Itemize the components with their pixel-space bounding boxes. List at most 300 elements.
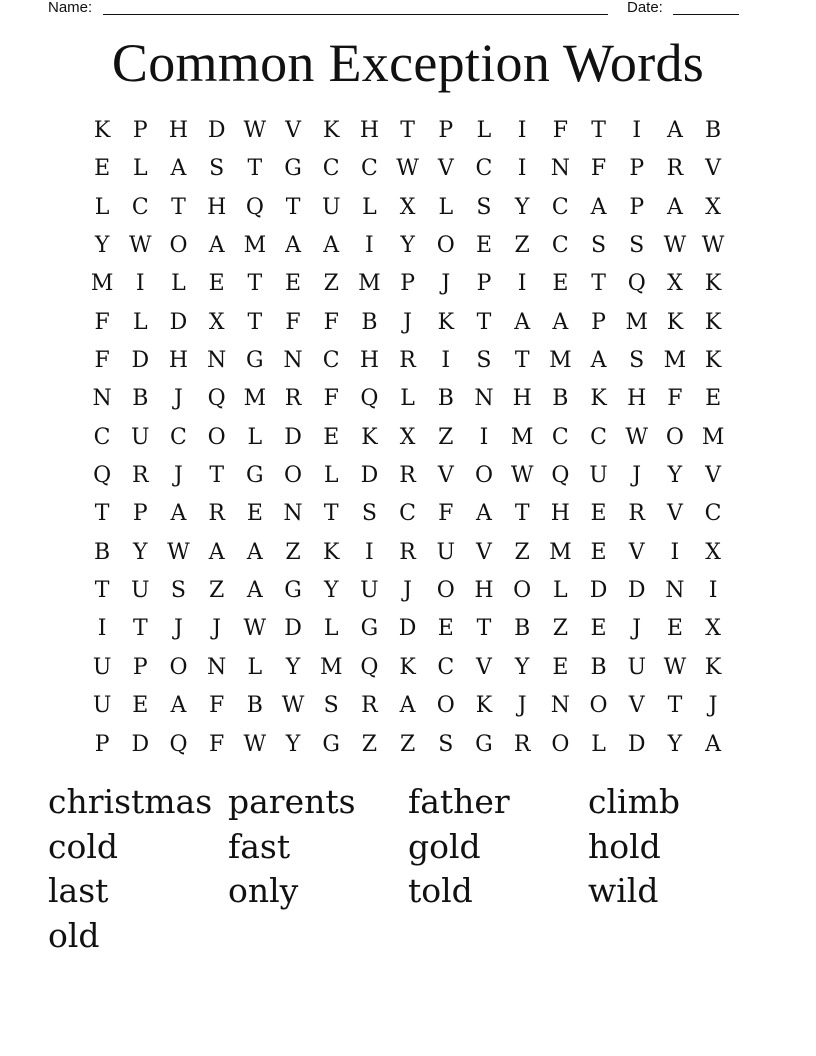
grid-cell[interactable]: J: [632, 616, 642, 642]
grid-cell[interactable]: U: [92, 693, 112, 719]
date-blank-line[interactable]: [673, 14, 739, 15]
grid-cell[interactable]: N: [474, 386, 494, 412]
grid-cell[interactable]: A: [323, 233, 340, 259]
grid-cell[interactable]: Y: [323, 578, 339, 604]
grid-cell[interactable]: Y: [514, 654, 530, 680]
grid-cell[interactable]: C: [590, 424, 607, 450]
grid-cell[interactable]: X: [399, 194, 416, 220]
grid-cell[interactable]: E: [552, 271, 569, 297]
grid-cell[interactable]: S: [438, 731, 454, 757]
grid-cell[interactable]: O: [474, 463, 493, 489]
grid-cell[interactable]: G: [284, 578, 302, 604]
grid-cell[interactable]: J: [403, 578, 412, 604]
grid-cell[interactable]: C: [322, 156, 340, 182]
grid-cell[interactable]: A: [666, 194, 683, 220]
grid-cell[interactable]: I: [670, 539, 680, 565]
grid-cell[interactable]: U: [131, 578, 150, 604]
grid-cell[interactable]: P: [132, 654, 148, 680]
grid-cell[interactable]: L: [323, 463, 339, 489]
grid-cell[interactable]: U: [589, 463, 608, 489]
grid-cell[interactable]: G: [246, 348, 264, 374]
grid-cell[interactable]: T: [94, 578, 110, 604]
grid-cell[interactable]: M: [701, 424, 725, 450]
grid-cell[interactable]: S: [323, 693, 339, 719]
grid-cell[interactable]: K: [704, 271, 722, 297]
grid-cell[interactable]: A: [590, 194, 607, 220]
grid-cell[interactable]: W: [128, 233, 152, 259]
grid-cell[interactable]: Q: [207, 386, 226, 412]
grid-cell[interactable]: A: [208, 233, 225, 259]
grid-cell[interactable]: S: [476, 348, 492, 374]
grid-cell[interactable]: D: [360, 463, 379, 489]
grid-cell[interactable]: L: [132, 309, 148, 335]
grid-cell[interactable]: W: [625, 424, 649, 450]
grid-cell[interactable]: V: [285, 118, 301, 143]
grid-cell[interactable]: A: [285, 233, 301, 259]
grid-cell[interactable]: I: [708, 578, 718, 604]
grid-cell[interactable]: K: [399, 654, 416, 680]
grid-cell[interactable]: B: [132, 386, 149, 412]
grid-cell[interactable]: K: [666, 309, 684, 335]
grid-cell[interactable]: U: [360, 578, 379, 604]
name-blank-line[interactable]: [103, 14, 608, 15]
grid-cell[interactable]: E: [705, 386, 722, 412]
grid-cell[interactable]: H: [207, 194, 227, 220]
grid-cell[interactable]: I: [135, 271, 145, 297]
grid-cell[interactable]: Y: [133, 539, 148, 565]
grid-cell[interactable]: B: [437, 386, 454, 412]
grid-cell[interactable]: S: [590, 233, 607, 259]
grid-cell[interactable]: J: [441, 271, 451, 297]
grid-cell[interactable]: O: [513, 578, 532, 604]
grid-cell[interactable]: F: [209, 731, 225, 757]
grid-cell[interactable]: I: [517, 156, 527, 182]
grid-cell[interactable]: W: [281, 693, 305, 719]
grid-cell[interactable]: H: [512, 386, 532, 412]
grid-cell[interactable]: M: [625, 309, 648, 335]
grid-cell[interactable]: K: [437, 309, 454, 335]
grid-cell[interactable]: K: [590, 386, 607, 412]
grid-cell[interactable]: Z: [209, 578, 225, 604]
grid-cell[interactable]: B: [590, 654, 607, 680]
grid-cell[interactable]: H: [550, 501, 570, 527]
grid-cell[interactable]: I: [97, 616, 107, 642]
grid-cell[interactable]: D: [169, 309, 188, 335]
grid-cell[interactable]: A: [170, 501, 187, 527]
grid-cell[interactable]: H: [168, 348, 189, 374]
grid-cell[interactable]: N: [207, 348, 227, 374]
grid-cell[interactable]: B: [705, 118, 722, 143]
grid-cell[interactable]: U: [92, 654, 112, 680]
grid-cell[interactable]: Y: [285, 731, 301, 757]
grid-cell[interactable]: N: [283, 348, 303, 374]
grid-cell[interactable]: Y: [514, 194, 530, 220]
grid-cell[interactable]: O: [207, 424, 226, 450]
date-label: Date:: [627, 0, 663, 16]
grid-cell[interactable]: M: [243, 386, 267, 412]
grid-cell[interactable]: V: [628, 693, 645, 719]
grid-cell[interactable]: P: [629, 194, 645, 220]
grid-cell[interactable]: E: [246, 501, 263, 527]
grid-cell[interactable]: O: [169, 233, 188, 259]
grid-cell[interactable]: A: [514, 309, 531, 335]
grid-cell[interactable]: N: [550, 156, 570, 182]
grid-cell[interactable]: H: [474, 578, 494, 604]
grid-cell[interactable]: J: [174, 616, 183, 642]
grid-cell[interactable]: J: [212, 616, 222, 642]
word-list-item: old: [48, 916, 100, 956]
grid-cell[interactable]: C: [704, 501, 722, 527]
grid-cell[interactable]: F: [323, 386, 339, 412]
grid-cell[interactable]: T: [591, 271, 606, 297]
grid-cell[interactable]: Z: [514, 233, 530, 259]
grid-cell[interactable]: I: [632, 118, 642, 143]
grid-cell[interactable]: U: [436, 539, 456, 565]
grid-cell[interactable]: I: [479, 424, 489, 450]
name-label: Name:: [48, 0, 93, 16]
grid-cell[interactable]: B: [552, 386, 569, 412]
grid-cell[interactable]: T: [247, 271, 263, 297]
grid-cell[interactable]: G: [322, 731, 340, 757]
word-list-item: wild: [588, 871, 659, 911]
grid-cell[interactable]: B: [514, 616, 531, 642]
grid-cell[interactable]: C: [551, 233, 569, 259]
grid-cell[interactable]: F: [94, 309, 110, 335]
grid-cell[interactable]: J: [708, 693, 718, 719]
grid-cell[interactable]: S: [476, 194, 492, 220]
grid-cell[interactable]: N: [550, 693, 570, 719]
grid-cell[interactable]: L: [132, 156, 148, 182]
grid-cell[interactable]: L: [323, 616, 339, 642]
grid-cell[interactable]: C: [475, 156, 493, 182]
grid-cell[interactable]: R: [131, 463, 149, 489]
grid-cell[interactable]: T: [667, 693, 683, 719]
grid-cell[interactable]: O: [589, 693, 608, 719]
grid-cell[interactable]: F: [285, 309, 301, 335]
grid-cell[interactable]: W: [243, 616, 267, 642]
grid-cell[interactable]: J: [174, 463, 183, 489]
grid-cell[interactable]: I: [365, 539, 374, 565]
grid-cell[interactable]: M: [243, 233, 267, 259]
grid-cell[interactable]: A: [666, 118, 683, 143]
grid-cell[interactable]: R: [513, 731, 531, 757]
grid-cell[interactable]: N: [665, 578, 685, 604]
grid-cell[interactable]: V: [705, 156, 722, 182]
grid-cell[interactable]: A: [170, 156, 187, 182]
grid-cell[interactable]: R: [399, 348, 416, 374]
grid-cell[interactable]: R: [208, 501, 225, 527]
grid-cell[interactable]: P: [476, 271, 492, 297]
grid-cell[interactable]: E: [132, 693, 149, 719]
grid-cell[interactable]: U: [627, 654, 646, 680]
word-list-item: last: [48, 871, 109, 911]
grid-cell[interactable]: V: [705, 463, 722, 489]
grid-cell[interactable]: T: [132, 616, 148, 642]
grid-cell[interactable]: H: [627, 386, 647, 412]
grid-cell[interactable]: M: [549, 539, 572, 565]
grid-cell[interactable]: D: [398, 616, 417, 642]
grid-cell[interactable]: T: [247, 156, 263, 182]
grid-cell[interactable]: T: [591, 118, 606, 143]
grid-cell[interactable]: M: [549, 348, 572, 374]
grid-cell[interactable]: S: [629, 348, 645, 374]
grid-cell[interactable]: P: [438, 118, 454, 143]
grid-cell[interactable]: Y: [667, 463, 683, 489]
grid-cell[interactable]: E: [590, 616, 607, 642]
grid-cell[interactable]: E: [208, 271, 225, 297]
grid-cell[interactable]: T: [514, 501, 530, 527]
grid-cell[interactable]: K: [323, 118, 340, 143]
grid-cell[interactable]: L: [94, 194, 110, 220]
grid-cell[interactable]: E: [475, 233, 492, 259]
grid-cell[interactable]: A: [476, 501, 492, 527]
word-list-item: parents: [228, 782, 356, 821]
grid-cell[interactable]: R: [399, 539, 416, 565]
grid-cell[interactable]: E: [323, 424, 340, 450]
grid-cell[interactable]: W: [663, 233, 687, 259]
grid-cell[interactable]: Y: [400, 233, 415, 259]
grid-cell[interactable]: O: [436, 693, 455, 719]
grid-cell[interactable]: N: [283, 501, 303, 527]
grid-cell[interactable]: U: [131, 424, 150, 450]
grid-cell[interactable]: B: [361, 309, 378, 335]
grid-cell[interactable]: J: [403, 309, 412, 335]
grid-cell[interactable]: F: [552, 118, 568, 143]
grid-cell[interactable]: E: [437, 616, 454, 642]
grid-cell[interactable]: Z: [399, 731, 416, 757]
grid-cell[interactable]: H: [359, 118, 379, 143]
grid-cell[interactable]: R: [399, 463, 416, 489]
grid-cell[interactable]: Q: [360, 654, 379, 680]
grid-cell[interactable]: Q: [627, 271, 646, 297]
grid-cell[interactable]: K: [93, 118, 111, 143]
grid-cell[interactable]: U: [321, 194, 341, 220]
grid-cell[interactable]: J: [517, 693, 527, 719]
grid-cell[interactable]: Z: [514, 539, 530, 565]
grid-cell[interactable]: S: [629, 233, 645, 259]
grid-cell[interactable]: D: [131, 348, 150, 374]
grid-cell[interactable]: V: [437, 463, 454, 489]
grid-cell[interactable]: R: [666, 156, 684, 182]
grid-cell[interactable]: I: [365, 233, 374, 259]
grid-cell[interactable]: W: [243, 118, 267, 143]
grid-cell[interactable]: A: [170, 693, 187, 719]
grid-cell[interactable]: V: [476, 539, 492, 565]
grid-cell[interactable]: V: [628, 539, 645, 565]
grid-cell[interactable]: Z: [438, 424, 454, 450]
grid-cell[interactable]: X: [705, 616, 721, 642]
grid-cell[interactable]: T: [209, 463, 224, 489]
grid-cell[interactable]: E: [552, 654, 569, 680]
grid-cell[interactable]: L: [362, 194, 377, 220]
grid-cell[interactable]: Y: [94, 233, 110, 259]
grid-cell[interactable]: A: [705, 731, 722, 757]
grid-cell[interactable]: K: [704, 654, 722, 680]
grid-cell[interactable]: E: [666, 616, 683, 642]
grid-cell[interactable]: F: [590, 156, 607, 182]
grid-cell[interactable]: T: [323, 501, 339, 527]
grid-cell[interactable]: L: [400, 386, 415, 412]
grid-cell[interactable]: O: [436, 233, 455, 259]
grid-cell[interactable]: L: [171, 271, 186, 297]
grid-cell[interactable]: B: [246, 693, 263, 719]
grid-cell[interactable]: C: [399, 501, 417, 527]
grid-cell[interactable]: L: [591, 731, 606, 757]
grid-cell[interactable]: L: [247, 424, 263, 450]
grid-cell[interactable]: N: [207, 654, 227, 680]
grid-cell[interactable]: F: [94, 348, 110, 374]
grid-cell[interactable]: D: [284, 424, 302, 450]
grid-cell[interactable]: V: [666, 501, 683, 527]
grid-cell[interactable]: E: [590, 501, 607, 527]
grid-cell[interactable]: T: [400, 118, 415, 143]
grid-cell[interactable]: S: [209, 156, 225, 182]
grid-cell[interactable]: S: [170, 578, 186, 604]
grid-cell[interactable]: E: [94, 156, 111, 182]
grid-cell[interactable]: Y: [667, 731, 683, 757]
grid-cell[interactable]: O: [436, 578, 455, 604]
grid-cell[interactable]: Z: [361, 731, 378, 757]
grid-cell[interactable]: A: [246, 539, 263, 565]
grid-cell[interactable]: T: [514, 348, 530, 374]
grid-cell[interactable]: Q: [245, 194, 264, 220]
grid-cell[interactable]: P: [400, 271, 415, 297]
word-list-item: only: [228, 871, 299, 911]
grid-cell[interactable]: C: [131, 194, 149, 220]
grid-cell[interactable]: P: [629, 156, 645, 182]
grid-cell[interactable]: W: [167, 539, 190, 565]
grid-cell[interactable]: C: [437, 654, 455, 680]
grid-cell[interactable]: P: [132, 501, 148, 527]
grid-cell[interactable]: K: [704, 309, 722, 335]
grid-cell[interactable]: V: [476, 654, 492, 680]
grid-cell[interactable]: C: [360, 156, 378, 182]
grid-cell[interactable]: L: [476, 118, 492, 143]
grid-cell[interactable]: M: [90, 271, 114, 297]
grid-cell[interactable]: G: [246, 463, 264, 489]
grid-cell[interactable]: D: [627, 731, 646, 757]
grid-cell[interactable]: W: [243, 731, 267, 757]
grid-cell[interactable]: M: [358, 271, 381, 297]
grid-cell[interactable]: A: [552, 309, 569, 335]
grid-cell[interactable]: R: [628, 501, 645, 527]
grid-cell[interactable]: M: [319, 654, 343, 680]
grid-cell[interactable]: E: [590, 539, 607, 565]
grid-cell[interactable]: C: [170, 424, 187, 450]
grid-cell[interactable]: P: [132, 118, 148, 143]
grid-cell[interactable]: X: [705, 194, 721, 220]
grid-cell[interactable]: D: [284, 616, 302, 642]
grid-cell[interactable]: G: [284, 156, 302, 182]
grid-cell[interactable]: F: [323, 309, 339, 335]
grid-cell[interactable]: X: [705, 539, 721, 565]
grid-cell[interactable]: C: [322, 348, 340, 374]
grid-cell[interactable]: X: [667, 271, 683, 297]
grid-cell[interactable]: A: [246, 578, 263, 604]
grid-cell[interactable]: W: [663, 654, 687, 680]
grid-cell[interactable]: C: [551, 194, 569, 220]
grid-cell[interactable]: X: [208, 309, 225, 335]
grid-cell[interactable]: T: [476, 616, 492, 642]
grid-cell[interactable]: L: [553, 578, 568, 604]
grid-cell[interactable]: K: [361, 424, 378, 450]
grid-cell[interactable]: S: [361, 501, 377, 527]
grid-cell[interactable]: T: [247, 309, 263, 335]
grid-cell[interactable]: C: [93, 424, 111, 450]
grid-cell[interactable]: D: [589, 578, 608, 604]
grid-cell[interactable]: W: [396, 156, 419, 182]
grid-cell[interactable]: T: [476, 309, 492, 335]
grid-cell[interactable]: Z: [323, 271, 339, 297]
grid-cell[interactable]: T: [285, 194, 301, 220]
grid-cell[interactable]: I: [517, 271, 527, 297]
grid-cell[interactable]: E: [285, 271, 302, 297]
grid-cell[interactable]: A: [399, 693, 416, 719]
grid-cell[interactable]: Q: [551, 463, 570, 489]
grid-cell[interactable]: T: [171, 194, 186, 220]
grid-cell[interactable]: O: [169, 654, 188, 680]
grid-cell[interactable]: F: [667, 386, 683, 412]
grid-cell[interactable]: H: [359, 348, 379, 374]
grid-cell[interactable]: K: [323, 539, 340, 565]
grid-cell[interactable]: T: [94, 501, 110, 527]
grid-cell[interactable]: R: [284, 386, 302, 412]
grid-cell[interactable]: Q: [169, 731, 188, 757]
grid-cell[interactable]: F: [438, 501, 454, 527]
grid-cell[interactable]: B: [94, 539, 111, 565]
grid-cell[interactable]: D: [131, 731, 150, 757]
grid-cell[interactable]: M: [663, 348, 687, 374]
grid-cell[interactable]: X: [399, 424, 416, 450]
grid-cell[interactable]: Y: [285, 654, 301, 680]
grid-cell[interactable]: G: [475, 731, 493, 757]
grid-cell[interactable]: K: [704, 348, 722, 374]
grid-cell[interactable]: R: [361, 693, 378, 719]
grid-cell[interactable]: V: [437, 156, 454, 182]
grid-cell[interactable]: L: [247, 654, 263, 680]
grid-cell[interactable]: W: [701, 233, 725, 259]
grid-cell[interactable]: A: [590, 348, 607, 374]
grid-cell[interactable]: Z: [552, 616, 568, 642]
grid-cell[interactable]: M: [510, 424, 534, 450]
grid-cell[interactable]: Q: [93, 463, 112, 489]
grid-cell[interactable]: F: [209, 693, 225, 719]
grid-cell[interactable]: O: [665, 424, 684, 450]
grid-cell[interactable]: J: [632, 463, 642, 489]
grid-cell[interactable]: C: [551, 424, 569, 450]
grid-cell[interactable]: Q: [360, 386, 379, 412]
grid-cell[interactable]: J: [174, 386, 183, 412]
grid-cell[interactable]: I: [441, 348, 451, 374]
grid-cell[interactable]: P: [591, 309, 606, 335]
grid-cell[interactable]: L: [438, 194, 454, 220]
word-list-item: cold: [48, 826, 119, 866]
grid-cell[interactable]: I: [517, 118, 527, 143]
grid-cell[interactable]: O: [284, 463, 303, 489]
grid-cell[interactable]: W: [510, 463, 534, 489]
grid-cell[interactable]: D: [207, 118, 226, 143]
grid-cell[interactable]: G: [360, 616, 379, 642]
grid-cell[interactable]: H: [168, 118, 189, 143]
grid-cell[interactable]: K: [475, 693, 493, 719]
grid-cell[interactable]: N: [92, 386, 112, 412]
grid-cell[interactable]: O: [551, 731, 570, 757]
grid-cell[interactable]: P: [94, 731, 110, 757]
word-list-item: climb: [588, 782, 681, 821]
grid-cell[interactable]: A: [208, 539, 225, 565]
grid-cell[interactable]: D: [627, 578, 646, 604]
grid-cell[interactable]: Z: [285, 539, 301, 565]
